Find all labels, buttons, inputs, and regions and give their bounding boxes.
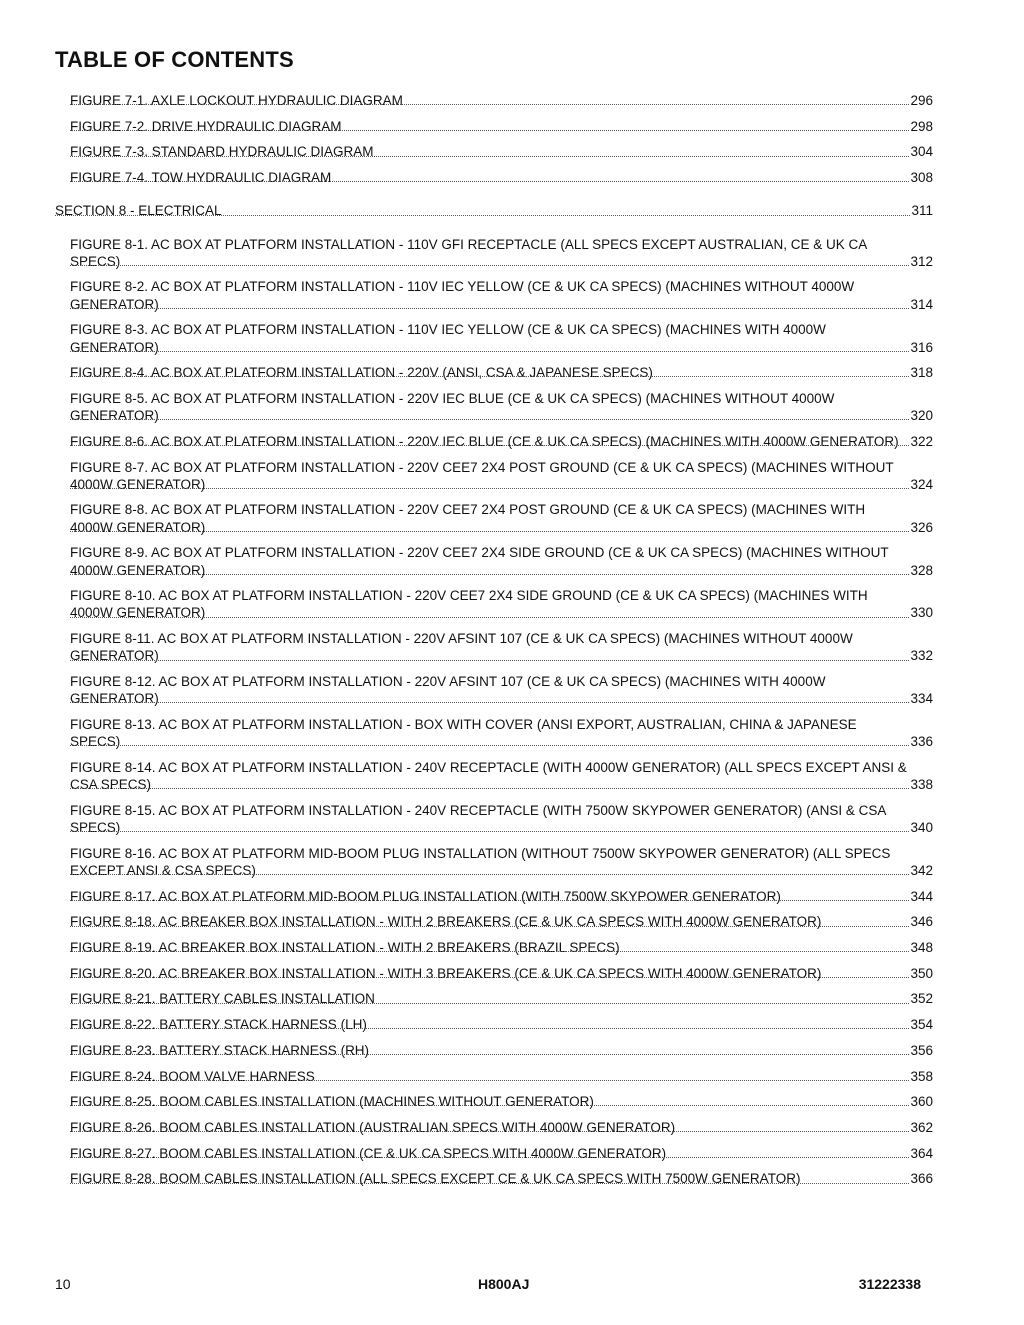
toc-entry-page: 364 (910, 1145, 933, 1161)
toc-entry-text: FIGURE 8-6. AC BOX AT PLATFORM INSTALLATION - 220V IEC BLUE (CE & UK CA SPECS) (MACHINES WITH 4000W GENERATOR) (70, 433, 899, 449)
footer-model: H800AJ (478, 1276, 530, 1292)
toc-entry[interactable] (55, 587, 933, 621)
toc-entry-text: FIGURE 8-14. AC BOX AT PLATFORM INSTALLATION - 240V RECEPTACLE (WITH 4000W GENERATOR) (ALL SPECS EXCEPT ANSI & CSA SPECS) (70, 759, 907, 793)
toc-entry-page: 312 (910, 253, 933, 269)
footer-doc-number: 31222338 (858, 1276, 921, 1292)
toc-entry-page: 311 (911, 203, 933, 219)
toc-entry-page: 358 (910, 1068, 933, 1084)
toc-entry-text: FIGURE 8-26. BOOM CABLES INSTALLATION (AUSTRALIAN SPECS WITH 4000W GENERATOR) (70, 1119, 676, 1135)
toc-entry-text: FIGURE 8-5. AC BOX AT PLATFORM INSTALLATION - 220V IEC BLUE (CE & UK CA SPECS) (MACHINES WITHOUT 4000W GENERATOR) (70, 390, 835, 424)
toc-entry-text: FIGURE 8-25. BOOM CABLES INSTALLATION (MACHINES WITHOUT GENERATOR) (70, 1094, 594, 1110)
toc-entry-page: 324 (910, 476, 933, 492)
toc-entry-page: 322 (910, 433, 933, 449)
toc-list (55, 92, 933, 1196)
page-footer (55, 1276, 921, 1292)
toc-entry[interactable] (55, 390, 933, 424)
toc-entry[interactable] (55, 364, 933, 381)
toc-entry-page: 344 (910, 888, 933, 904)
toc-entry-text: FIGURE 8-10. AC BOX AT PLATFORM INSTALLATION - 220V CEE7 2X4 SIDE GROUND (CE & UK CA SPECS) (MACHINES WITH 4000W GENERATOR) (70, 588, 868, 621)
toc-entry-page: 366 (910, 1171, 933, 1187)
toc-entry-text: FIGURE 8-15. AC BOX AT PLATFORM INSTALLATION - 240V RECEPTACLE (WITH 7500W SKYPOWER GENERATOR) (ANSI & CSA SPECS) (70, 802, 887, 835)
toc-section-entry[interactable] (55, 202, 933, 219)
toc-entry-text: FIGURE 7-1. AXLE LOCKOUT HYDRAULIC DIAGRAM (70, 93, 403, 108)
toc-entry[interactable] (55, 939, 933, 956)
toc-entry[interactable] (55, 630, 933, 664)
toc-entry[interactable] (55, 1016, 933, 1033)
toc-entry-text: FIGURE 8-3. AC BOX AT PLATFORM INSTALLATION - 110V IEC YELLOW (CE & UK CA SPECS) (MACHINES WITH 4000W GENERATOR) (70, 322, 826, 355)
toc-entry[interactable] (55, 321, 933, 355)
toc-entry-page: 296 (910, 93, 933, 108)
toc-entry[interactable] (55, 1145, 933, 1162)
toc-entry-text: FIGURE 8-21. BATTERY CABLES INSTALLATION (70, 991, 375, 1007)
toc-entry[interactable] (55, 544, 933, 578)
toc-entry-page: 352 (910, 991, 933, 1007)
toc-entry-text: FIGURE 8-16. AC BOX AT PLATFORM MID-BOOM PLUG INSTALLATION (WITHOUT 7500W SKYPOWER GENERATOR) (ALL SPECS EXCEPT ANSI & CSA SPECS) (70, 845, 891, 878)
toc-entry[interactable] (55, 433, 933, 450)
toc-entry[interactable] (55, 92, 933, 109)
toc-entry[interactable] (55, 459, 933, 493)
toc-entry-text: FIGURE 8-17. AC BOX AT PLATFORM MID-BOOM PLUG INSTALLATION (WITH 7500W SKYPOWER GENERATOR) (70, 888, 781, 904)
page-title: TABLE OF CONTENTS (55, 47, 294, 72)
toc-entry-text: FIGURE 8-18. AC BREAKER BOX INSTALLATION - WITH 2 BREAKERS (CE & UK CA SPECS WITH 4000W GENERATOR) (70, 914, 822, 930)
toc-entry[interactable] (55, 118, 933, 135)
toc-entry[interactable] (55, 673, 933, 707)
toc-entry[interactable] (55, 278, 933, 312)
toc-entry-page: 356 (910, 1042, 933, 1058)
toc-entry-text: FIGURE 8-4. AC BOX AT PLATFORM INSTALLATION - 220V (ANSI, CSA & JAPANESE SPECS) (70, 365, 653, 381)
toc-entry-page: 348 (910, 940, 933, 956)
toc-entry-text: FIGURE 8-28. BOOM CABLES INSTALLATION (ALL SPECS EXCEPT CE & UK CA SPECS WITH 7500W GENERATOR) (70, 1171, 801, 1187)
toc-entry[interactable] (55, 802, 933, 836)
toc-entry-text: FIGURE 7-4. TOW HYDRAULIC DIAGRAM (70, 170, 332, 186)
toc-entry-page: 326 (910, 519, 933, 535)
toc-entry-text: FIGURE 8-23. BATTERY STACK HARNESS (RH) (70, 1042, 370, 1058)
toc-entry-page: 338 (910, 777, 933, 793)
toc-entry[interactable] (55, 143, 933, 160)
toc-entry-text: FIGURE 8-19. AC BREAKER BOX INSTALLATION - WITH 2 BREAKERS (BRAZIL SPECS) (70, 940, 620, 956)
toc-entry-text: FIGURE 7-3. STANDARD HYDRAULIC DIAGRAM (70, 144, 374, 160)
toc-entry[interactable] (55, 1170, 933, 1187)
toc-entry-page: 342 (910, 862, 933, 878)
toc-entry-page: 318 (910, 365, 933, 381)
toc-entry[interactable] (55, 845, 933, 879)
toc-entry[interactable] (55, 913, 933, 930)
toc-entry-page: 304 (910, 144, 933, 160)
toc-entry-page: 362 (910, 1119, 933, 1135)
toc-entry-page: 314 (910, 296, 933, 312)
toc-entry-text: FIGURE 8-11. AC BOX AT PLATFORM INSTALLATION - 220V AFSINT 107 (CE & UK CA SPECS) (MACHINES WITHOUT 4000W GENERATOR) (70, 631, 853, 664)
toc-entry-page: 360 (910, 1094, 933, 1110)
toc-entry-page: 308 (910, 170, 933, 186)
toc-entry-page: 340 (910, 820, 933, 835)
toc-entry-text: FIGURE 7-2. DRIVE HYDRAULIC DIAGRAM (70, 118, 342, 134)
toc-entry[interactable] (55, 1119, 933, 1136)
toc-entry-page: 328 (910, 562, 933, 578)
toc-entry-page: 334 (910, 691, 933, 707)
toc-entry[interactable] (55, 169, 933, 186)
toc-entry-text: FIGURE 8-13. AC BOX AT PLATFORM INSTALLATION - BOX WITH COVER (ANSI EXPORT, AUSTRALIAN, CHINA & JAPANESE SPECS) (70, 716, 857, 750)
toc-entry-text: FIGURE 8-1. AC BOX AT PLATFORM INSTALLATION - 110V GFI RECEPTACLE (ALL SPECS EXCEPT AUSTRALIAN, CE & UK CA SPECS) (70, 236, 868, 269)
toc-entry-text: FIGURE 8-2. AC BOX AT PLATFORM INSTALLATION - 110V IEC YELLOW (CE & UK CA SPECS) (MACHINES WITHOUT 4000W GENERATOR) (70, 279, 855, 312)
toc-entry[interactable] (55, 759, 933, 793)
toc-entry[interactable] (55, 236, 933, 270)
toc-entry-page: 350 (910, 965, 933, 981)
toc-entry-page: 346 (910, 914, 933, 930)
toc-entry-page: 354 (910, 1017, 933, 1033)
toc-entry[interactable] (55, 888, 933, 905)
toc-entry-text: FIGURE 8-8. AC BOX AT PLATFORM INSTALLATION - 220V CEE7 2X4 POST GROUND (CE & UK CA SPECS) (MACHINES WITH 4000W GENERATOR) (70, 502, 866, 535)
toc-entry[interactable] (55, 501, 933, 535)
toc-entry-text: FIGURE 8-9. AC BOX AT PLATFORM INSTALLATION - 220V CEE7 2X4 SIDE GROUND (CE & UK CA SPECS) (MACHINES WITHOUT 4000W GENERATOR) (70, 545, 889, 578)
footer-page-number: 10 (55, 1276, 71, 1292)
toc-entry[interactable] (55, 1068, 933, 1085)
toc-entry-text: FIGURE 8-24. BOOM VALVE HARNESS (70, 1068, 315, 1084)
toc-entry-text: FIGURE 8-27. BOOM CABLES INSTALLATION (CE & UK CA SPECS WITH 4000W GENERATOR) (70, 1145, 667, 1161)
toc-entry-page: 316 (910, 339, 933, 355)
toc-entry-page: 332 (910, 648, 933, 664)
toc-entry-page: 336 (910, 734, 933, 750)
toc-entry-page: 320 (910, 408, 933, 424)
toc-entry-text: FIGURE 8-12. AC BOX AT PLATFORM INSTALLATION - 220V AFSINT 107 (CE & UK CA SPECS) (MACHINES WITH 4000W GENERATOR) (70, 674, 826, 707)
toc-entry[interactable] (55, 965, 933, 982)
toc-entry[interactable] (55, 990, 933, 1007)
toc-entry[interactable] (55, 1093, 933, 1110)
toc-entry-text: FIGURE 8-22. BATTERY STACK HARNESS (LH) (70, 1017, 367, 1033)
toc-entry-page: 298 (910, 118, 933, 134)
toc-entry-text: FIGURE 8-7. AC BOX AT PLATFORM INSTALLATION - 220V CEE7 2X4 POST GROUND (CE & UK CA SPECS) (MACHINES WITHOUT 4000W GENERATOR) (70, 459, 894, 492)
toc-entry-text: FIGURE 8-20. AC BREAKER BOX INSTALLATION - WITH 3 BREAKERS (CE & UK CA SPECS WITH 4000W GENERATOR) (70, 965, 822, 981)
toc-entry[interactable] (55, 716, 933, 750)
toc-entry[interactable] (55, 1042, 933, 1059)
toc-entry-page: 330 (910, 605, 933, 621)
toc-entry-text: SECTION 8 - ELECTRICAL (55, 203, 222, 219)
